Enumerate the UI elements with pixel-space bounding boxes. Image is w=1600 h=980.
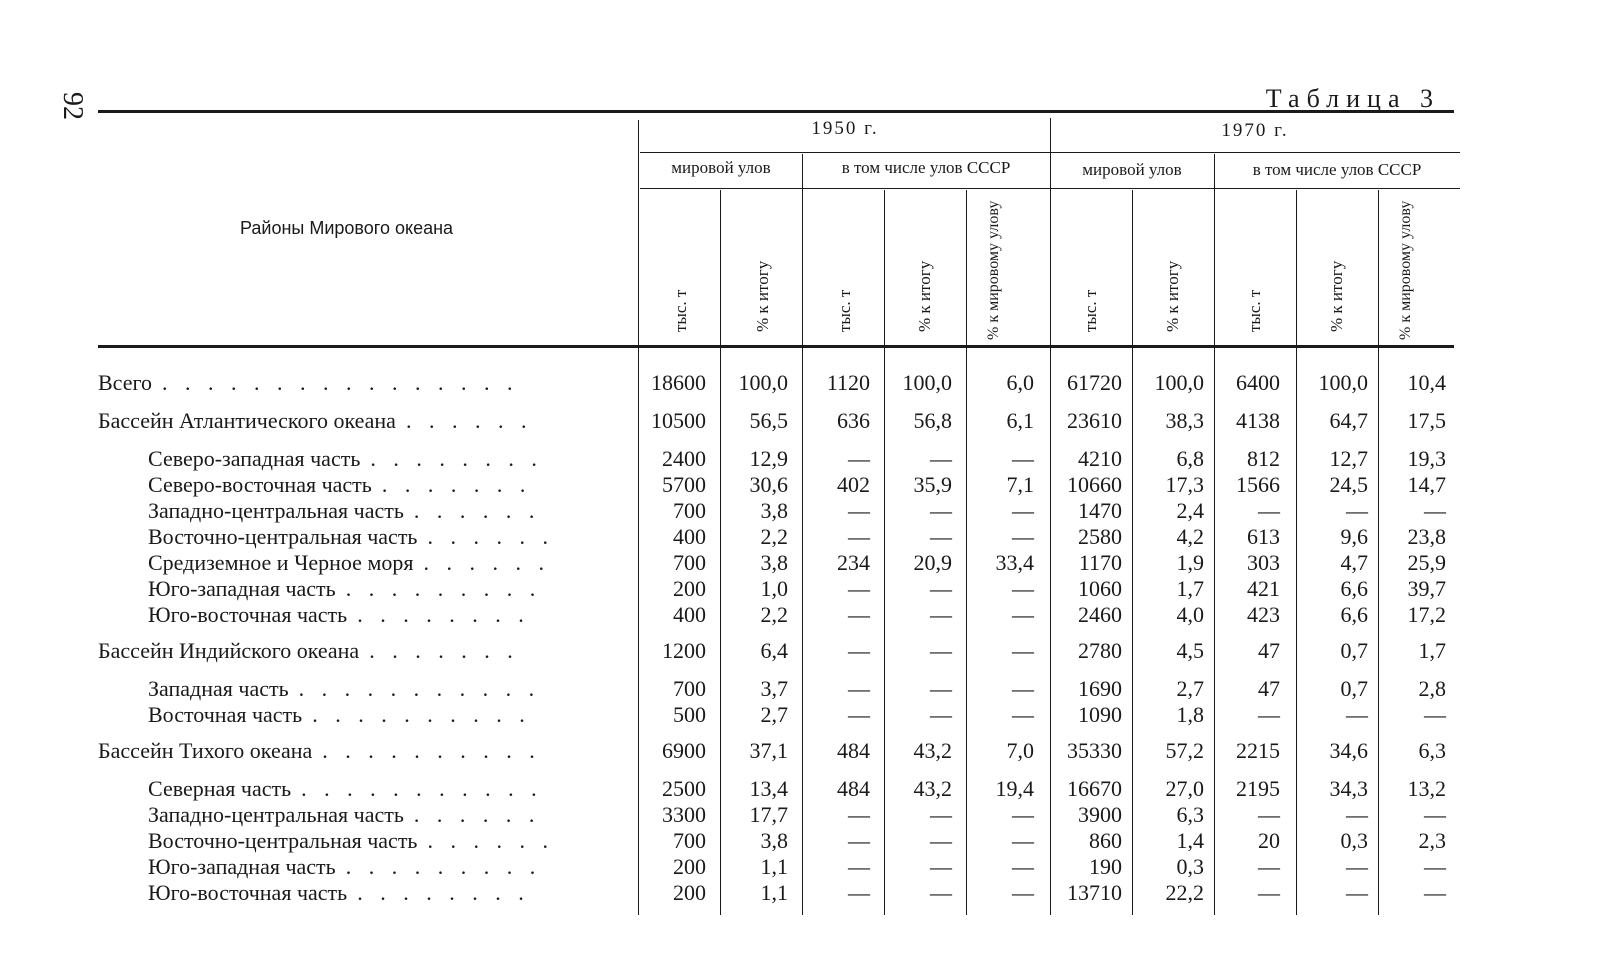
table-cell: — <box>1258 498 1280 523</box>
table-cell: — <box>848 446 870 471</box>
table-cell: — <box>1012 676 1034 701</box>
table-cell: 22,2 <box>1165 880 1204 905</box>
col-1950-ussr-pct: % к итогу <box>915 260 934 332</box>
table-cell: 4210 <box>1078 446 1122 471</box>
table-cell: 1,1 <box>760 880 788 905</box>
table-cell: 57,2 <box>1165 738 1204 763</box>
table-cell: 303 <box>1247 550 1280 575</box>
table-cell: — <box>930 524 952 549</box>
table-cell: 13710 <box>1067 880 1122 905</box>
leader-dots: . . . . . . . <box>369 638 519 663</box>
row-label-text: Северо-восточная часть <box>148 472 372 497</box>
table-cell: 27,0 <box>1165 776 1204 801</box>
table-cell: 423 <box>1247 602 1280 627</box>
vline-year-split <box>1050 118 1051 915</box>
table-cell: — <box>848 638 870 663</box>
row-label <box>148 854 541 880</box>
table-cell: 636 <box>837 408 870 433</box>
table-cell: — <box>848 602 870 627</box>
table-cell: 0,3 <box>1340 828 1368 853</box>
table-cell: 2460 <box>1078 602 1122 627</box>
col-1950-ussr-tons: тыс. т <box>835 289 854 332</box>
table-cell: 3,8 <box>760 498 788 523</box>
table-cell: — <box>1012 446 1034 471</box>
row-label-text: Юго-восточная часть <box>148 602 348 627</box>
table-cell: 17,7 <box>749 802 788 827</box>
table-cell: 10660 <box>1067 472 1122 497</box>
table-cell: — <box>1424 854 1446 879</box>
leader-dots: . . . . . . <box>413 802 541 827</box>
table-cell: 1470 <box>1078 498 1122 523</box>
leader-dots: . . . . . . . . . <box>345 854 542 879</box>
table-cell: 56,5 <box>749 408 788 433</box>
table-cell: 1,9 <box>1176 550 1204 575</box>
table-cell: 3,8 <box>760 550 788 575</box>
table-cell: 2780 <box>1078 638 1122 663</box>
row-label <box>148 880 530 906</box>
table-cell: 100,0 <box>1318 370 1368 395</box>
vline-1950-group <box>802 154 803 915</box>
table-cell: 35,9 <box>913 472 952 497</box>
table-cell: 34,3 <box>1329 776 1368 801</box>
table-title: Таблица 3 <box>1265 84 1440 113</box>
col-1950-world-pct: % к итогу <box>753 260 772 332</box>
table-cell: — <box>1346 880 1368 905</box>
table-cell: 400 <box>673 524 706 549</box>
table-cell: 19,4 <box>995 776 1034 801</box>
table-cell: 2400 <box>662 446 706 471</box>
row-label <box>148 446 543 472</box>
table-cell: 5700 <box>662 472 706 497</box>
table-cell: 30,6 <box>749 472 788 497</box>
table-cell: — <box>848 676 870 701</box>
col-1970-ussr-tons: тыс. т <box>1245 289 1264 332</box>
table-cell: — <box>930 602 952 627</box>
table-cell: 20 <box>1258 828 1280 853</box>
table-cell: 16670 <box>1067 776 1122 801</box>
table-cell: 4138 <box>1236 408 1280 433</box>
row-label <box>148 550 550 576</box>
row-label <box>98 638 519 664</box>
table-cell: 43,2 <box>913 776 952 801</box>
table-cell: — <box>930 676 952 701</box>
table-cell: 2,7 <box>760 702 788 727</box>
table-cell: 17,2 <box>1407 602 1446 627</box>
table-cell: 25,9 <box>1407 550 1446 575</box>
table-cell: 10,4 <box>1407 370 1446 395</box>
table-cell: — <box>1346 854 1368 879</box>
table-cell: 484 <box>837 738 870 763</box>
table-cell: 400 <box>673 602 706 627</box>
table-cell: 2195 <box>1236 776 1280 801</box>
table-cell: 200 <box>673 576 706 601</box>
table-cell: — <box>848 802 870 827</box>
table-cell: 500 <box>673 702 706 727</box>
year-1950: 1950 г. <box>811 118 879 139</box>
table-cell: 56,8 <box>913 408 952 433</box>
table-cell: — <box>1258 702 1280 727</box>
row-label <box>98 408 532 434</box>
table-cell: 35330 <box>1067 738 1122 763</box>
group-ussr-1970: в том числе улов СССР <box>1252 160 1422 179</box>
table-cell: 12,7 <box>1329 446 1368 471</box>
table-cell: 0,3 <box>1176 854 1204 879</box>
leader-dots: . . . . . . . . . . . <box>298 676 541 701</box>
table-cell: 47 <box>1258 676 1280 701</box>
leader-dots: . . . . . . . . . <box>345 576 542 601</box>
table-cell: 0,7 <box>1340 638 1368 663</box>
table-cell: 2,7 <box>1176 676 1204 701</box>
table-cell: 17,5 <box>1407 408 1446 433</box>
table-cell: 700 <box>673 828 706 853</box>
row-label <box>148 498 540 524</box>
vline-1950-ussr-b <box>966 190 967 915</box>
table-cell: 4,7 <box>1340 550 1368 575</box>
table-cell: 23610 <box>1067 408 1122 433</box>
group-ussr-1950: в том числе улов СССР <box>841 158 1011 177</box>
row-label-text: Северо-западная часть <box>148 446 361 471</box>
row-label <box>148 472 531 498</box>
table-cell: — <box>848 702 870 727</box>
table-cell: 2,2 <box>760 602 788 627</box>
table-cell: 6,8 <box>1176 446 1204 471</box>
table-cell: 24,5 <box>1329 472 1368 497</box>
vline-1970-group <box>1214 154 1215 915</box>
leader-dots: . . . . . . <box>413 498 541 523</box>
table-cell: — <box>930 802 952 827</box>
table-cell: — <box>930 638 952 663</box>
table-cell: 43,2 <box>913 738 952 763</box>
table-cell: 2215 <box>1236 738 1280 763</box>
leader-dots: . . . . . . . . . . . <box>301 776 543 801</box>
table-cell: 6,6 <box>1340 602 1368 627</box>
table-cell: 4,5 <box>1176 638 1204 663</box>
vline-1950-world-mid <box>720 190 721 915</box>
table-cell: 0,7 <box>1340 676 1368 701</box>
leader-dots: . . . . . . . <box>381 472 532 497</box>
table-cell: 200 <box>673 880 706 905</box>
table-cell: — <box>1424 802 1446 827</box>
table-cell: 700 <box>673 498 706 523</box>
table-cell: — <box>930 446 952 471</box>
table-cell: — <box>1346 498 1368 523</box>
table-cell: 6,4 <box>760 638 788 663</box>
table-cell: 64,7 <box>1329 408 1368 433</box>
table-cell: 2500 <box>662 776 706 801</box>
row-label <box>148 702 531 728</box>
table-cell: 3900 <box>1078 802 1122 827</box>
table-cell: 100,0 <box>738 370 788 395</box>
table-cell: 234 <box>837 550 870 575</box>
table-cell: 2,2 <box>760 524 788 549</box>
table-cell: 1060 <box>1078 576 1122 601</box>
table-cell: — <box>1346 802 1368 827</box>
table-cell: — <box>1424 702 1446 727</box>
row-label <box>148 676 540 702</box>
table-cell: — <box>930 576 952 601</box>
table-cell: — <box>1258 802 1280 827</box>
table-cell: 100,0 <box>902 370 952 395</box>
table-cell: 1,8 <box>1176 702 1204 727</box>
leader-dots: . . . . . . <box>405 408 533 433</box>
table-cell: 2,3 <box>1418 828 1446 853</box>
table-cell: 18600 <box>651 370 706 395</box>
table-cell: — <box>930 702 952 727</box>
leader-dots: . . . . . . . . <box>370 446 543 471</box>
table-cell: 23,8 <box>1407 524 1446 549</box>
top-rule <box>98 110 1454 113</box>
stub-header: Районы Мирового океана <box>240 218 454 238</box>
table-cell: 1090 <box>1078 702 1122 727</box>
col-1950-ussr-pct-world: % к мировому улову <box>985 200 1002 340</box>
table-cell: — <box>1012 638 1034 663</box>
vline-1970-ussr-a <box>1296 190 1297 915</box>
table-cell: 2580 <box>1078 524 1122 549</box>
row-label-text: Восточно-центральная часть <box>148 828 418 853</box>
table-cell: 13,4 <box>749 776 788 801</box>
table-cell: 13,2 <box>1407 776 1446 801</box>
table-cell: 4,0 <box>1176 602 1204 627</box>
table-cell: 1120 <box>826 370 870 395</box>
col-1970-world-pct: % к итогу <box>1163 260 1182 332</box>
row-label <box>148 828 554 854</box>
group-world-1950: мировой улов <box>671 158 771 177</box>
table-cell: — <box>1012 802 1034 827</box>
table-cell: 812 <box>1247 446 1280 471</box>
table-cell: 4,2 <box>1176 524 1204 549</box>
table-cell: — <box>1012 702 1034 727</box>
table-cell: 14,7 <box>1407 472 1446 497</box>
leader-dots: . . . . . . . . . . <box>312 702 531 727</box>
row-label-text: Восточно-центральная часть <box>148 524 418 549</box>
leader-dots: . . . . . . <box>423 550 550 575</box>
table-cell: 860 <box>1089 828 1122 853</box>
row-label-text: Западно-центральная часть <box>148 498 404 523</box>
table-cell: 6,0 <box>1006 370 1034 395</box>
table-cell: — <box>1258 854 1280 879</box>
table-cell: 37,1 <box>749 738 788 763</box>
table-cell: — <box>930 854 952 879</box>
table-cell: 190 <box>1089 854 1122 879</box>
vline-stub <box>638 120 639 915</box>
table-cell: 484 <box>837 776 870 801</box>
vline-1970-ussr-b <box>1378 190 1379 915</box>
row-label-text: Бассейн Тихого океана <box>98 738 313 763</box>
table-cell: 700 <box>673 676 706 701</box>
table-cell: 3,8 <box>760 828 788 853</box>
table-cell: — <box>1012 880 1034 905</box>
table-cell: 700 <box>673 550 706 575</box>
leader-dots: . . . . . . <box>427 524 554 549</box>
row-label-text: Юго-восточная часть <box>148 880 348 905</box>
table-cell: 2,4 <box>1176 498 1204 523</box>
table-cell: 17,3 <box>1165 472 1204 497</box>
row-label-text: Средиземное и Черное моря <box>148 550 414 575</box>
col-1950-world-tons: тыс. т <box>671 289 690 332</box>
row-label <box>148 576 541 602</box>
table-cell: 421 <box>1247 576 1280 601</box>
table-cell: 1,1 <box>760 854 788 879</box>
row-label <box>148 524 554 550</box>
table-cell: 33,4 <box>995 550 1034 575</box>
table-cell: 6400 <box>1236 370 1280 395</box>
row-label-text: Северная часть <box>148 776 292 801</box>
table-cell: 2,8 <box>1418 676 1446 701</box>
table-cell: 1,0 <box>760 576 788 601</box>
table-cell: — <box>930 828 952 853</box>
row-label <box>148 776 543 802</box>
row-label-text: Бассейн Атлантического океана <box>98 408 396 433</box>
row-label-text: Западно-центральная часть <box>148 802 404 827</box>
table-cell: — <box>930 880 952 905</box>
table-cell: — <box>848 498 870 523</box>
table-cell: — <box>1424 498 1446 523</box>
row-label-text: Юго-западная часть <box>148 576 336 601</box>
table-cell: 1170 <box>1078 550 1122 575</box>
table-cell: 9,6 <box>1340 524 1368 549</box>
table-cell: 3300 <box>662 802 706 827</box>
table-cell: — <box>1346 702 1368 727</box>
leader-dots: . . . . . . . . . . <box>322 738 541 763</box>
table-cell: — <box>1012 576 1034 601</box>
page-number: 92 <box>57 92 88 120</box>
table-cell: 613 <box>1247 524 1280 549</box>
table-cell: 6,6 <box>1340 576 1368 601</box>
row-label <box>98 738 541 764</box>
table-cell: 6,3 <box>1418 738 1446 763</box>
table-cell: — <box>848 524 870 549</box>
row-label-text: Бассейн Индийского океана <box>98 638 360 663</box>
col-1970-ussr-pct-world: % к мировому улову <box>1397 200 1414 340</box>
table-cell: — <box>1012 524 1034 549</box>
leader-dots: . . . . . . . . <box>357 602 530 627</box>
vline-1950-ussr-a <box>884 190 885 915</box>
row-label-text: Западная часть <box>148 676 289 701</box>
table-cell: 7,0 <box>1006 738 1034 763</box>
table-cell: — <box>848 576 870 601</box>
table-cell: 1566 <box>1236 472 1280 497</box>
col-1970-world-tons: тыс. т <box>1081 289 1100 332</box>
leader-dots: . . . . . . . . <box>357 880 530 905</box>
row-label-text: Восточная часть <box>148 702 303 727</box>
table-cell: — <box>1258 880 1280 905</box>
vline-1970-world-mid <box>1132 190 1133 915</box>
table-cell: 402 <box>837 472 870 497</box>
table-cell: 47 <box>1258 638 1280 663</box>
leader-dots: . . . . . . <box>427 828 554 853</box>
table-cell: 12,9 <box>749 446 788 471</box>
group-world-1970: мировой улов <box>1082 160 1182 179</box>
table-cell: — <box>848 828 870 853</box>
table-cell: 38,3 <box>1165 408 1204 433</box>
row-label <box>98 370 518 396</box>
row-label <box>148 802 540 828</box>
header-bottom-rule <box>98 345 1454 348</box>
table-cell: — <box>848 854 870 879</box>
table-cell: 7,1 <box>1006 472 1034 497</box>
table-cell: 1,4 <box>1176 828 1204 853</box>
table-cell: — <box>1012 854 1034 879</box>
col-1970-ussr-pct: % к итогу <box>1327 260 1346 332</box>
table-cell: 200 <box>673 854 706 879</box>
table-cell: — <box>1012 602 1034 627</box>
table-cell: 1,7 <box>1418 638 1446 663</box>
table-cell: 10500 <box>651 408 706 433</box>
table-cell: 20,9 <box>913 550 952 575</box>
table-cell: 6,3 <box>1176 802 1204 827</box>
table-cell: 19,3 <box>1407 446 1446 471</box>
table-cell: 1,7 <box>1176 576 1204 601</box>
table-cell: 61720 <box>1067 370 1122 395</box>
table-cell: 1200 <box>662 638 706 663</box>
table-cell: 39,7 <box>1407 576 1446 601</box>
table-cell: — <box>1424 880 1446 905</box>
year-1970: 1970 г. <box>1221 120 1289 141</box>
table-cell: 6900 <box>662 738 706 763</box>
table-cell: 100,0 <box>1154 370 1204 395</box>
table-cell: 3,7 <box>760 676 788 701</box>
table-cell: 34,6 <box>1329 738 1368 763</box>
row-label-text: Всего <box>98 370 152 395</box>
table-cell: 6,1 <box>1006 408 1034 433</box>
table-cell: — <box>1012 498 1034 523</box>
table-cell: 1690 <box>1078 676 1122 701</box>
leader-dots: . . . . . . . . . . . . . . . . <box>161 370 519 395</box>
row-label <box>148 602 530 628</box>
table-cell: — <box>848 880 870 905</box>
table-cell: — <box>930 498 952 523</box>
table-cell: — <box>1012 828 1034 853</box>
row-label-text: Юго-западная часть <box>148 854 336 879</box>
